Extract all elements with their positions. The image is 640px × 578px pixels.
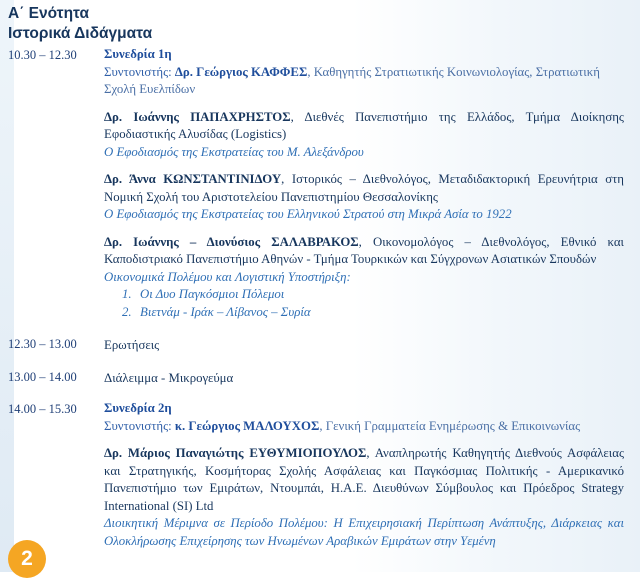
row-content — [104, 335, 632, 355]
list-item — [122, 304, 624, 322]
speaker-topic: Ο Εφοδιασμός της Εκστρατείας του Μ. Αλεξάνδρου — [104, 144, 364, 159]
coordinator — [104, 418, 624, 436]
list-item-number: 1. — [122, 287, 132, 301]
speaker-name: Δρ. Ιωάννης ΠΑΠΑΧΡΗΣΤΟΣ — [104, 109, 291, 124]
coordinator-name: κ. Γεώργιος ΜΑΛΟΥΧΟΣ — [174, 418, 320, 433]
page-number-badge: 2 — [8, 540, 46, 578]
session-title: Συνεδρία 1η — [104, 47, 172, 61]
row-time: 12.30 – 13.00 — [8, 337, 77, 351]
coordinator-name: Δρ. Γεώργιος ΚΑΦΦΕΣ — [174, 64, 308, 79]
coordinator-desc: , Καθηγητής Στρατιωτικής Κοινωνιολογίας, Στρατιωτική Σχολή Ευελπίδων — [104, 64, 600, 96]
row-time: 14.00 – 15.30 — [8, 402, 77, 416]
speaker-affiliation: , Οικονομολόγος – Διεθνολόγος, Εθνικό και Καποδιστριακό Πανεπιστήμιο Αθηνών - Τμήμα Τουρκικών και Σύγχρονων Ασιατικών Σπουδών — [104, 234, 624, 266]
section-title-line2: Ιστορικά Διδάγματα — [8, 25, 153, 42]
row-spacer — [0, 387, 640, 400]
schedule-row — [0, 46, 640, 321]
list-item-number: 2. — [122, 304, 132, 319]
row-time: 10.30 – 12.30 — [8, 48, 77, 62]
list-item — [122, 286, 624, 304]
schedule-list — [0, 46, 640, 550]
row-label: Διάλειμμα - Μικρογεύμα — [104, 370, 234, 385]
speaker-entry — [104, 171, 624, 224]
speaker-name: Δρ. Άννα ΚΩΝΣΤΑΝΤΙΝΙΔΟΥ — [104, 172, 282, 186]
schedule-row — [0, 368, 640, 388]
schedule-row — [0, 335, 640, 355]
speaker-affiliation: , Ιστορικός – Διεθνολόγος, Μεταδιδακτορική Ερευνήτρια στη Νομική Σχολή του Αριστοτελείου Πανεπιστημίου Θεσσαλονίκης — [104, 172, 624, 204]
speaker-entry — [104, 109, 624, 162]
speaker-affiliation: , Διεθνές Πανεπιστήμιο της Ελλάδος, Τμήμα Διοίκησης Εφοδιαστικής Αλυσίδας (Logistics) — [104, 109, 624, 141]
speaker-name: Δρ. Μάριος Παναγιώτης ΕΥΘΥΜΙΟΠΟΥΛΟΣ — [104, 446, 367, 460]
page-title — [8, 4, 568, 44]
speaker-affiliation: , Αναπληρωτής Καθηγητής Διεθνούς Ασφάλειας και Στρατηγικής, Κοσμήτορας Σχολής Ασφάλειας και Παγκόσμιας Πολιτικής - Αμερικανικό Πανεπιστήμιο των Εμιράτων, Ντουμπάι, Η.Α.Ε. Διευθύνων Σύμβουλος και Πρόεδρος Strategy International (SI) Ltd — [104, 446, 625, 513]
speaker-entry — [104, 234, 624, 322]
section-title-line1: Α΄ Ενότητα — [8, 5, 90, 22]
list-item-label: Βιετνάμ - Ιράκ – Λίβανος – Συρία — [140, 304, 311, 319]
topic-sublist — [104, 286, 624, 321]
coordinator-desc: , Γενική Γραμματεία Ενημέρωσης & Επικοινωνίας — [319, 418, 581, 433]
row-content — [104, 368, 632, 388]
coordinator — [104, 64, 624, 99]
speaker-topic: Διοικητική Μέριμνα σε Περίοδο Πολέμου: Η Επιχειρησιακή Περίπτωση Ανάπτυξης, Διάρκειας και Ολοκλήρωσης Επιχείρησης των Ηνωμένων Αραβικών Εμιράτων στην Υεμένη — [104, 516, 624, 548]
schedule-row — [0, 400, 640, 550]
session-title: Συνεδρία 2η — [104, 401, 172, 415]
row-spacer — [0, 355, 640, 368]
speaker-name: Δρ. Ιωάννης – Διονύσιος ΣΑΛΑΒΡΑΚΟΣ — [104, 234, 359, 249]
speaker-entry — [104, 445, 624, 550]
list-item-label: Οι Δυο Παγκόσμιοι Πόλεμοι — [140, 287, 285, 301]
speaker-topic: Ο Εφοδιασμός της Εκστρατείας του Ελληνικού Στρατού στη Μικρά Ασία το 1922 — [104, 207, 512, 221]
row-time: 13.00 – 14.00 — [8, 369, 77, 384]
row-content — [104, 46, 632, 321]
row-spacer — [0, 321, 640, 335]
speaker-topic: Οικονομικά Πολέμου και Λογιστική Υποστήριξη: — [104, 269, 351, 284]
coordinator-label: Συντονιστής: — [104, 64, 172, 79]
coordinator-label: Συντονιστής: — [104, 418, 172, 433]
row-label: Ερωτήσεις — [104, 338, 160, 352]
row-content — [104, 400, 632, 550]
